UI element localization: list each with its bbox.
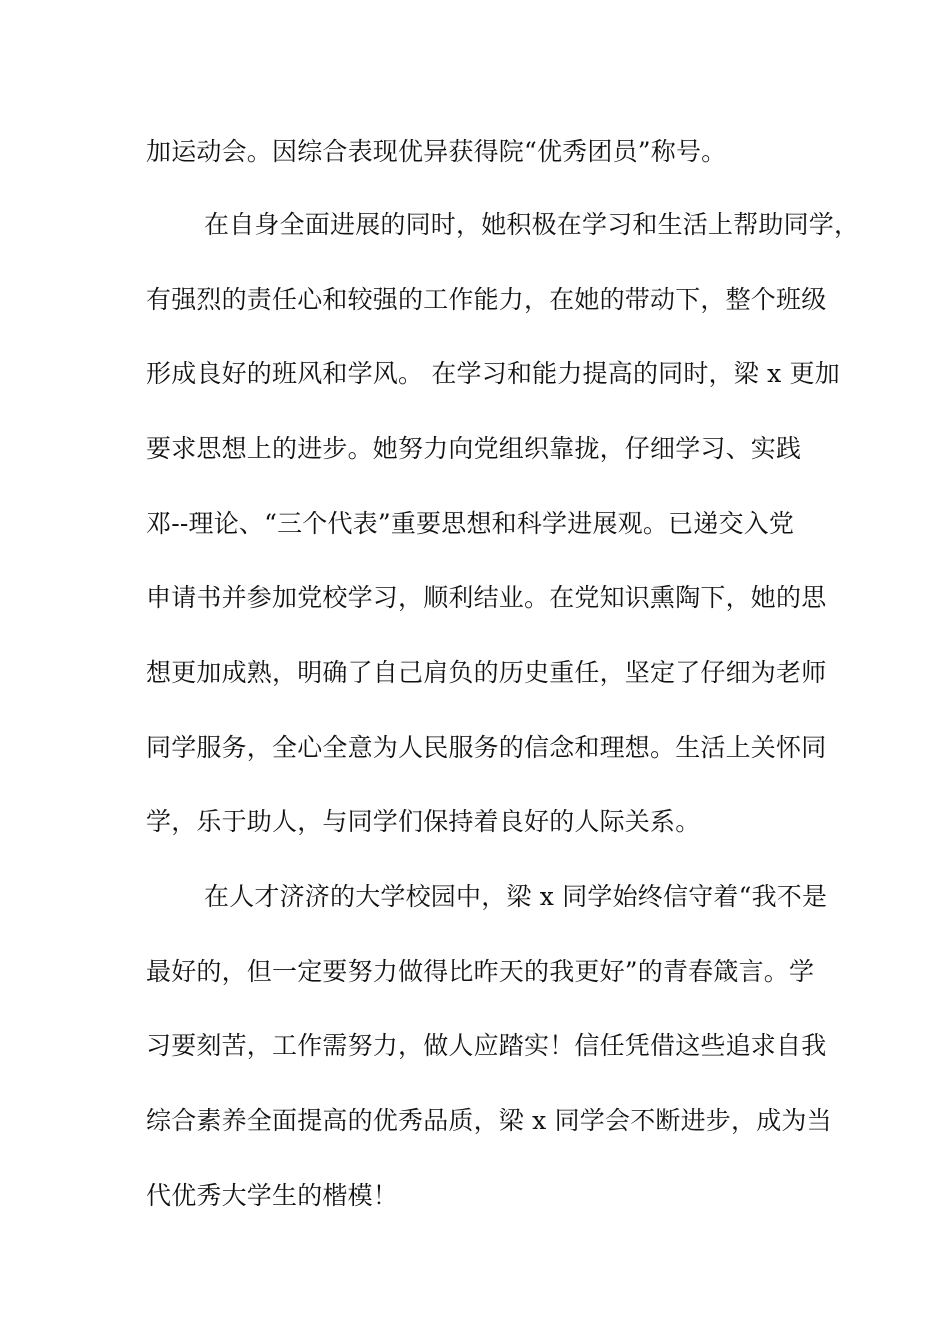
text-line: 形成良好的班风和学风。 在学习和能力提高的同时，梁 x 更加 <box>146 359 840 388</box>
text-line: 有强烈的责任心和较强的工作能力，在她的带动下，整个班级 <box>146 285 827 314</box>
text-line: 邓--理论、“三个代表”重要思想和科学进展观。已递交入党 <box>146 509 795 538</box>
text-line: 申请书并参加党校学习，顺利结业。在党知识熏陶下，她的思 <box>146 583 827 612</box>
text-line: 同学服务，全心全意为人民服务的信念和理想。生活上关怀同 <box>146 733 827 762</box>
text-line: 最好的，但一定要努力做得比昨天的我更好”的青春箴言。学 <box>146 957 815 986</box>
text-line: 要求思想上的进步。她努力向党组织靠拢，仔细学习、实践 <box>146 434 802 463</box>
paragraph-first-line: 在人才济济的大学校园中，梁 x 同学始终信守着“我不是 <box>204 882 828 911</box>
text-line: 学，乐于助人，与同学们保持着良好的人际关系。 <box>146 807 701 836</box>
paragraph-first-line: 在自身全面进展的同时，她积极在学习和生活上帮助同学， <box>204 210 860 239</box>
text-line: 习要刻苦，工作需努力，做人应踏实！信任凭借这些追求自我 <box>146 1031 827 1060</box>
text-line: 综合素养全面提高的优秀品质，梁 x 同学会不断进步，成为当 <box>146 1106 832 1135</box>
text-line: 想更加成熟，明确了自己肩负的历史重任，坚定了仔细为老师 <box>146 658 827 687</box>
text-line: 加运动会。因综合表现优异获得院“优秀团员”称号。 <box>146 137 727 166</box>
text-line: 代优秀大学生的楷模！ <box>146 1181 399 1210</box>
